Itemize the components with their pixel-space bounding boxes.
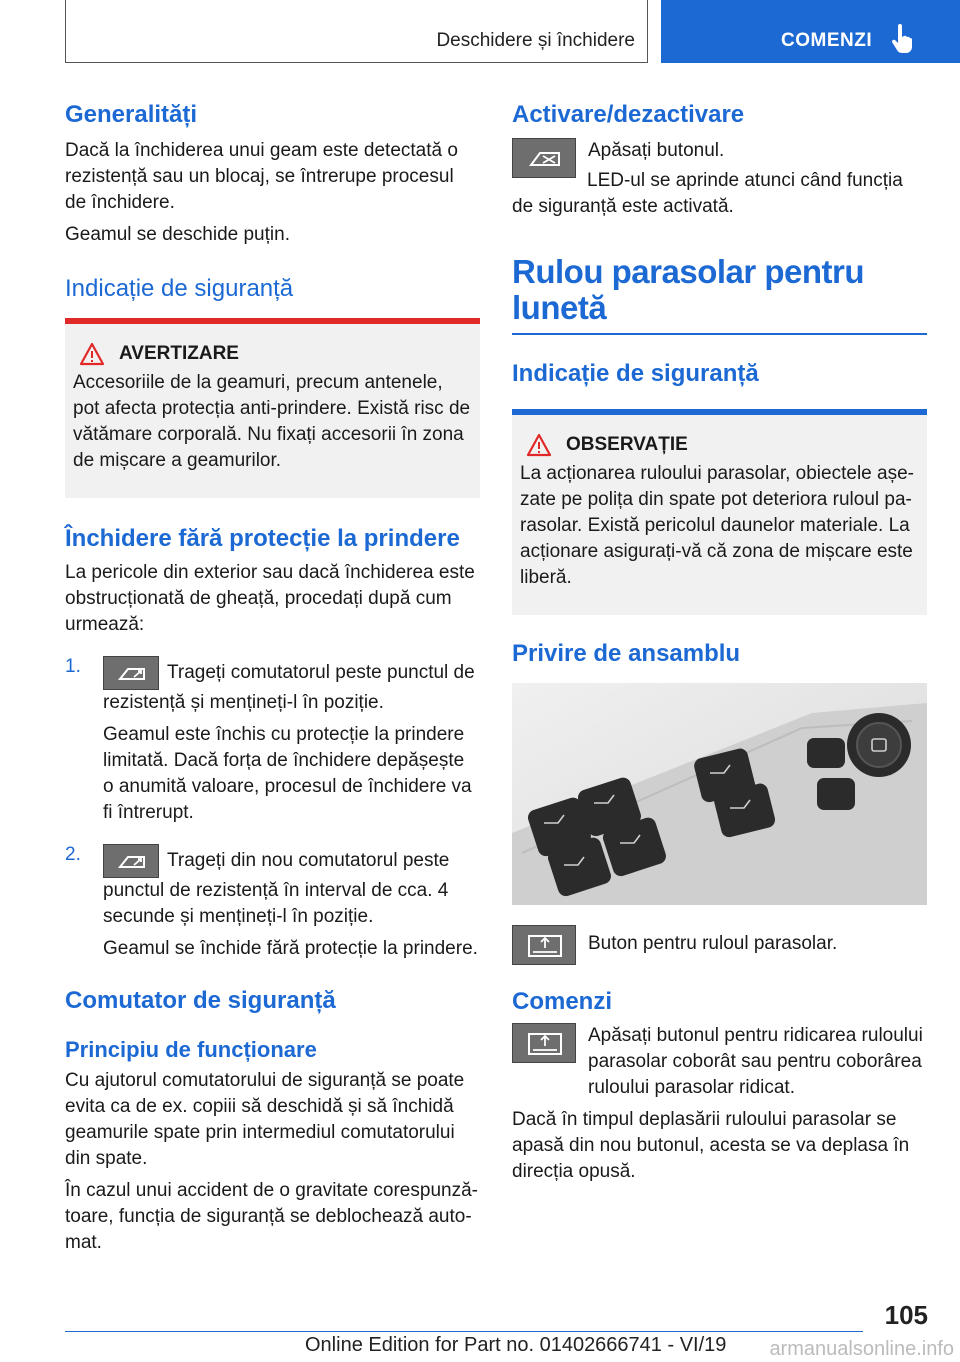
step-1-text: Trageți comutatorul peste punctul de rezistență și mențineți-l în poziție. (103, 662, 475, 713)
header-chapter-tab[interactable] (661, 0, 960, 63)
warning-triangle-icon (526, 433, 552, 457)
observation-text: La acționarea ruloului parasolar, obiectele așezate pe polița din spate pot deteriora ruloul parasolar. Există pericolul daunelor materiale. La acționare asigurați-vă că zona de mișcare este liberă. (520, 462, 914, 588)
warning-box (65, 318, 480, 498)
heading-comutator-siguranta: Comutator de siguranță (65, 987, 336, 1014)
window-switch-pull-icon (103, 656, 159, 690)
buton-caption: Buton pentru ruloul parasolar. (588, 932, 838, 954)
step-2-text: Trageți din nou comutatorul peste punctul de rezistență în interval de cca. 4 secunde și mențineți-l în poziție. (103, 850, 450, 927)
sunblind-button-icon (512, 1023, 576, 1063)
watermark: armanualsonline.info (769, 1338, 954, 1360)
left-column (65, 100, 480, 1256)
heading-indicatie-siguranta: Indicație de siguranță (65, 275, 294, 302)
comenzi-paragraph-2: Dacă în timpul deplasării ruloului parasolar se apasă din nou butonul, acesta se va deplasa în direcția opusă. (512, 1108, 910, 1182)
comenzi-paragraph-1-start (588, 1023, 927, 1101)
header-section-title: Deschidere și închidere (436, 30, 635, 51)
activare-paragraph-1: Apăsați butonul. (588, 140, 725, 161)
door-switch-panel-photo (512, 683, 927, 905)
activare-paragraph-2: LED-ul se aprinde atunci când funcția de siguranță este activată. (512, 170, 903, 217)
window-switch-pull-icon (103, 844, 159, 878)
right-column (512, 100, 927, 1185)
observation-label: OBSERVAȚIE (566, 433, 688, 455)
generalitati-paragraph-1: Dacă la închiderea unui geam este detectată o rezistență sau un blocaj, se întrerupe procesul de închidere. (65, 140, 458, 213)
principiu-paragraph-2: În cazul unui accident de o gravitate corespunzătoare, funcția de siguranță se deblochează automat. (65, 1179, 478, 1253)
hand-pointer-icon (891, 24, 915, 54)
footer-edition: Online Edition for Part no. 01402666741 - VI/19 (305, 1334, 727, 1356)
heading-activare-dezactivare: Activare/dezactivare (512, 101, 745, 128)
observation-box (512, 409, 927, 615)
warning-label: AVERTIZARE (119, 343, 239, 364)
heading-comenzi: Comenzi (512, 987, 613, 1015)
footer-divider (65, 1331, 863, 1332)
step-1-note: Geamul este închis cu protecție la prindere limitată. Dacă forța de închidere depășește o anumită valoare, procesul de închidere va fi întrerupt. (103, 724, 472, 823)
safety-switch-icon (512, 138, 576, 178)
warning-text: Accesoriile de la geamuri, precum antenele, pot afecta protecția anti-prindere. Există risc de vătămare corporală. Nu fixați accesorii în zona de mișcare a geamurilor. (73, 372, 471, 471)
inchidere-intro: La pericole din exterior sau dacă închiderea este obstrucționată de gheață, procedați după cum urmează: (65, 562, 475, 635)
sunblind-button-icon (512, 925, 576, 965)
page-number: 105 (884, 1300, 928, 1330)
heading-principiu-functionare: Principiu de funcționare (65, 1037, 317, 1062)
heading-privire-ansamblu: Privire de ansamblu (512, 639, 741, 667)
warning-triangle-icon (79, 342, 105, 366)
step-1-number: 1. (65, 656, 81, 677)
step-1 (65, 656, 480, 826)
step-2 (65, 844, 480, 962)
header-chapter-title: COMENZI (781, 30, 873, 51)
step-2-note: Geamul se închide fără protecție la prindere. (103, 938, 478, 959)
heading-rulou-parasolar: Rulou parasolar pentru lunetă (512, 253, 865, 327)
heading-generalitati: Generalități (65, 101, 198, 128)
header-section-box (65, 0, 648, 63)
heading-indicatie-siguranta-rulou: Indicație de siguranță (512, 359, 759, 387)
generalitati-paragraph-2: Geamul se deschide puțin. (65, 224, 290, 245)
principiu-paragraph-1: Cu ajutorul comutatorului de siguranță se poate evita ca de ex. copiii să deschidă și să închidă geamurile spate prin intermediul comutatorului din spate. (65, 1069, 465, 1169)
comenzi-paragraph-1: Apăsați butonul pentru ridicarea ruloului parasolar coborât sau pentru coborârea ruloului parasolar ridicat. (588, 1024, 923, 1098)
step-2-number: 2. (65, 844, 81, 865)
heading-inchidere-fara-protectie: Închidere fără protecție la prindere (65, 525, 460, 552)
